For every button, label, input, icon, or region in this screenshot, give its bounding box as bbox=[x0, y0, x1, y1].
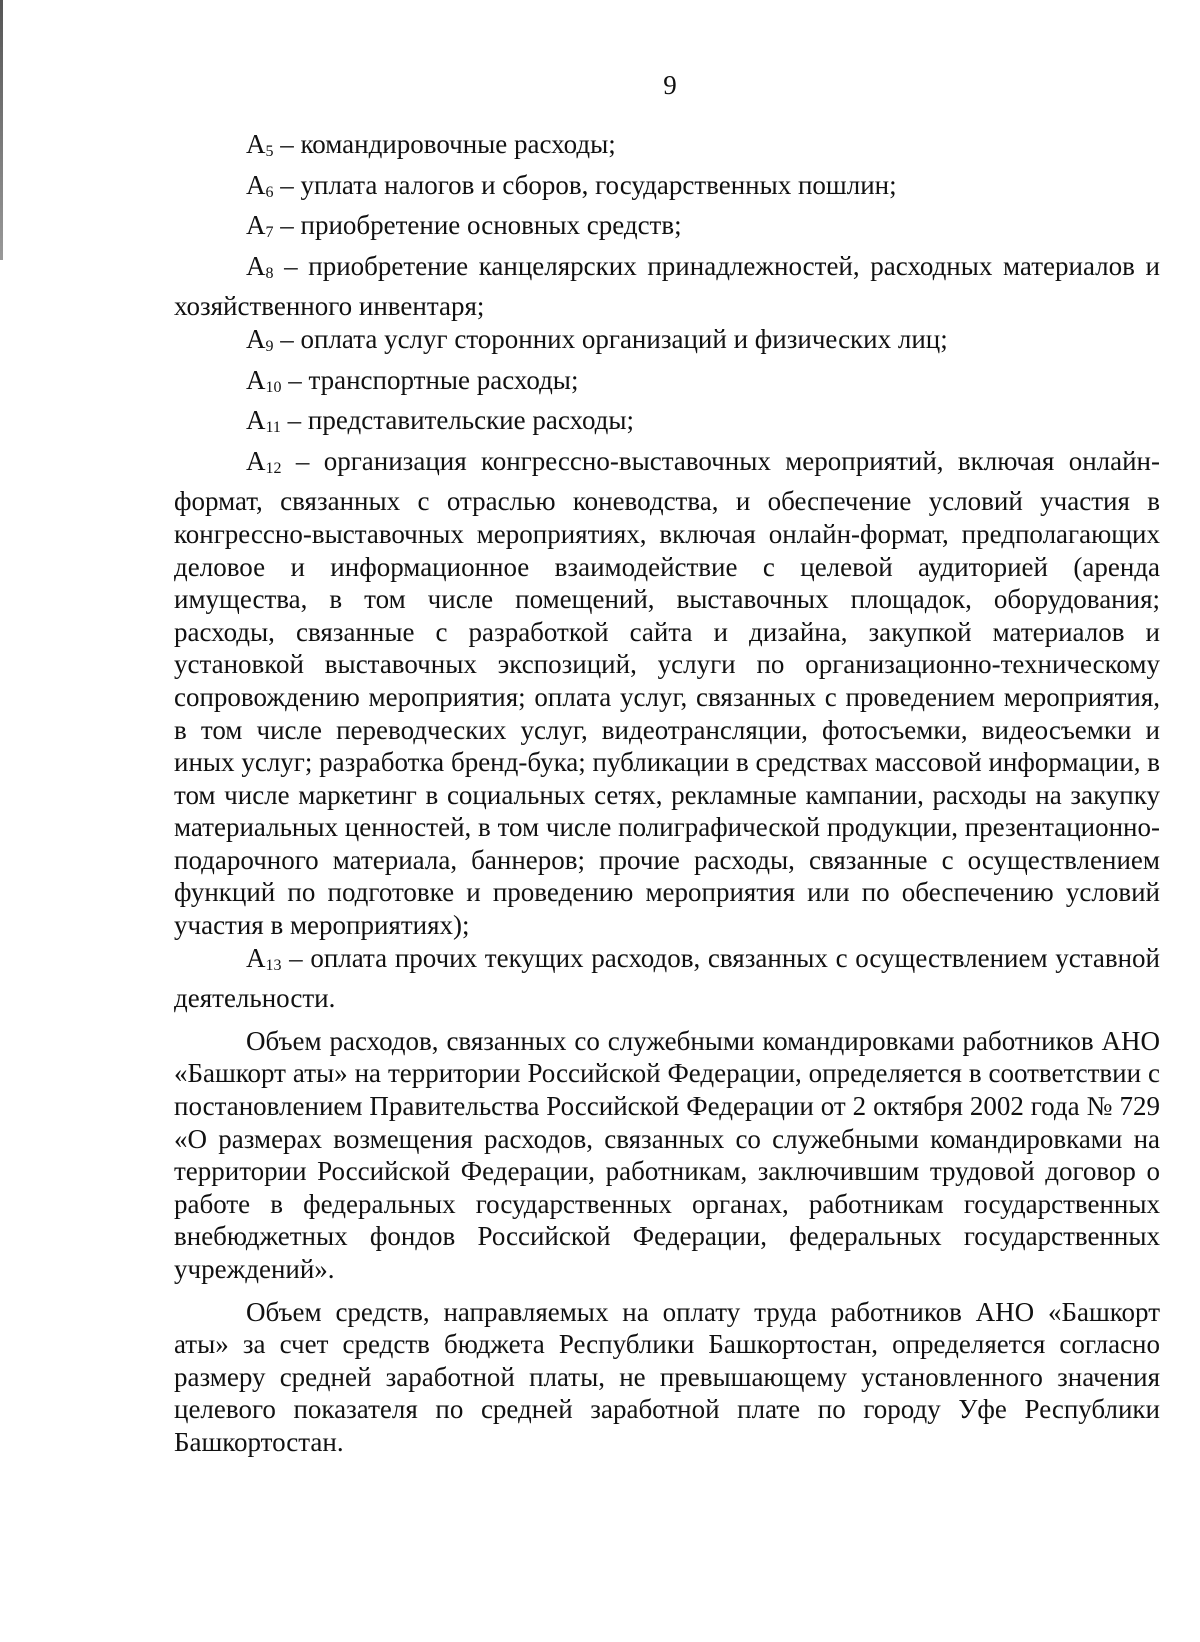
list-item: А8 – приобретение канцелярских принадлежностей, расходных материалов и хозяйственного инвентаря; bbox=[174, 250, 1160, 322]
list-item: А9 – оплата услуг сторонних организаций и физических лиц; bbox=[246, 323, 948, 355]
page-number: 9 bbox=[663, 70, 677, 100]
list-item: А13 – оплата прочих текущих расходов, связанных с осуществлением уставной деятельности. bbox=[174, 942, 1160, 1014]
scan-edge-mark bbox=[0, 0, 3, 260]
list-item: А6 – уплата налогов и сборов, государственных пошлин; bbox=[246, 169, 897, 201]
list-item: А11 – представительские расходы; bbox=[246, 405, 635, 437]
list-item: А5 – командировочные расходы; bbox=[246, 129, 616, 160]
paragraph: Объем средств, направляемых на оплату труда работников АНО «Башкорт аты» за счет средств бюджета Республики Башкортостан, определяется согласно размеру средней заработной платы, не превышающему установленного значения целевого показателя по средней заработной плате по городу Уфе Республики Башкортостан. bbox=[174, 1296, 1160, 1457]
paragraph: Объем расходов, связанных со служебными командировками работников АНО «Башкорт аты» на территории Российской Федерации, определяется в соответствии с постановлением Правительства Российской Федерации от 2 октября 2002 года № 729 «О размерах возмещения расходов, связанных со служебными командировками на территории Российской Федерации, работникам, заключившим трудовой договор о работе в федеральных государственных органах, работникам государственных внебюджетных фондов Российской Федерации, федеральных государственных учреждений». bbox=[174, 1025, 1160, 1284]
list-item: А12 – организация конгрессно-выставочных мероприятий, включая онлайн-формат, связанных с отраслью коневодства, и обеспечение условий участия в конгрессно-выставочных мероприятиях, включая онлайн-формат, предполагающих деловое и информационное взаимодействие с целевой аудиторией (аренда имущества, в том числе помещений, выставочных площадок, оборудования; расходы, связанные с разработкой сайта и дизайна, закупкой материалов и установкой выставочных экспозиций, услуги по организационно-техническому сопровождению мероприятия; оплата услуг, связанных с проведением мероприятия, в том числе переводческих услуг, видеотрансляции, фотосъемки, видеосъемки и иных услуг; разработка бренд-бука; публикации в средствах массовой информации, в том числе маркетинг в социальных сетях, рекламные кампании, расходы на закупку материальных ценностей, в том числе полиграфической продукции, презентационно-подарочного материала, баннеров; прочие расходы, связанные с осуществлением функций по подготовке и проведению мероприятия или по обеспечению условий участия в мероприятиях); bbox=[174, 445, 1160, 941]
document-body bbox=[174, 128, 1160, 1459]
list-item: А10 – транспортные расходы; bbox=[246, 364, 579, 396]
list-item: А7 – приобретение основных средств; bbox=[246, 210, 682, 242]
